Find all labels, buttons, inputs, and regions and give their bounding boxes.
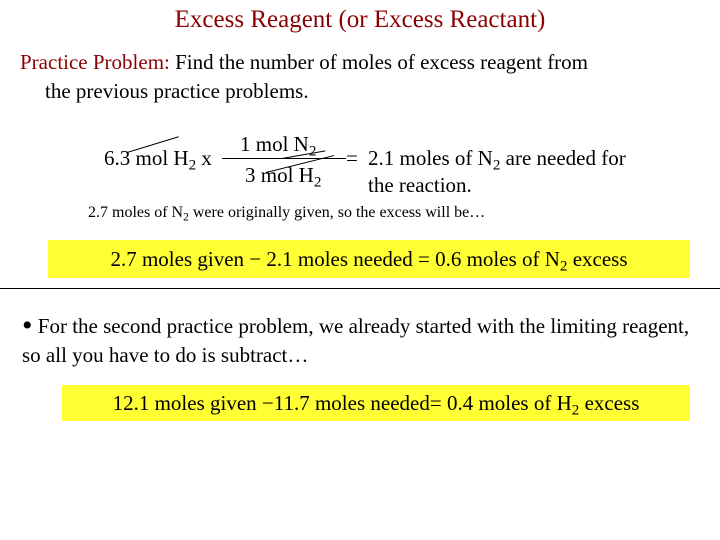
practice-problem-text-line1: Find the number of moles of excess reagent from: [175, 50, 589, 74]
calc-result-post: are needed for: [505, 146, 626, 170]
practice-problem: [20, 48, 710, 106]
practice-problem-label: Practice Problem:: [20, 50, 170, 74]
calc-numerator: [240, 132, 316, 161]
highlight-1-pre: 2.7 moles given − 2.1 moles needed = 0.6 moles of N: [110, 247, 560, 271]
calc-denominator-sub: 2: [313, 174, 322, 191]
highlight-2-sub: 2: [571, 402, 580, 419]
calc-numerator-sub: 2: [308, 143, 317, 160]
bullet-text: For the second practice problem, we already started with the limiting reagent, so all you have to do is subtract…: [22, 314, 690, 367]
calc-given-sub: 2: [188, 157, 197, 174]
originally-given-post: were originally given, so the excess will be…: [192, 204, 486, 221]
highlight-1-sub: 2: [559, 258, 568, 275]
calc-denominator-text: 3 mol H: [245, 163, 314, 187]
originally-given-sub: 2: [183, 211, 189, 224]
highlight-2-post: excess: [584, 391, 640, 415]
highlight-2-pre: 12.1 moles given −11.7 moles needed= 0.4 moles of H: [112, 391, 572, 415]
highlight-1-post: excess: [572, 247, 628, 271]
slide-title: Excess Reagent (or Excess Reactant): [174, 6, 546, 33]
highlight-box-1: [48, 240, 690, 278]
calc-equals: =: [346, 146, 358, 170]
calc-result-sub: 2: [492, 157, 501, 174]
calc-numerator-text: 1 mol N: [240, 132, 309, 156]
divider: [0, 288, 720, 289]
bullet-paragraph: [22, 309, 702, 370]
calc-result-pre: 2.1 moles of N: [368, 146, 493, 170]
calc-given-text: 6.3 mol H: [104, 146, 189, 170]
originally-given-note: [88, 204, 485, 223]
highlight-box-2: [62, 385, 690, 421]
originally-given-pre: 2.7 moles of N: [88, 204, 184, 221]
bullet-icon: •: [22, 309, 33, 342]
practice-problem-text-line2: the previous practice problems.: [45, 79, 309, 103]
calc-given: [104, 146, 212, 175]
calc-result-line2: the reaction.: [368, 173, 472, 197]
calc-times: x: [201, 146, 212, 170]
calc-result: [368, 146, 626, 175]
